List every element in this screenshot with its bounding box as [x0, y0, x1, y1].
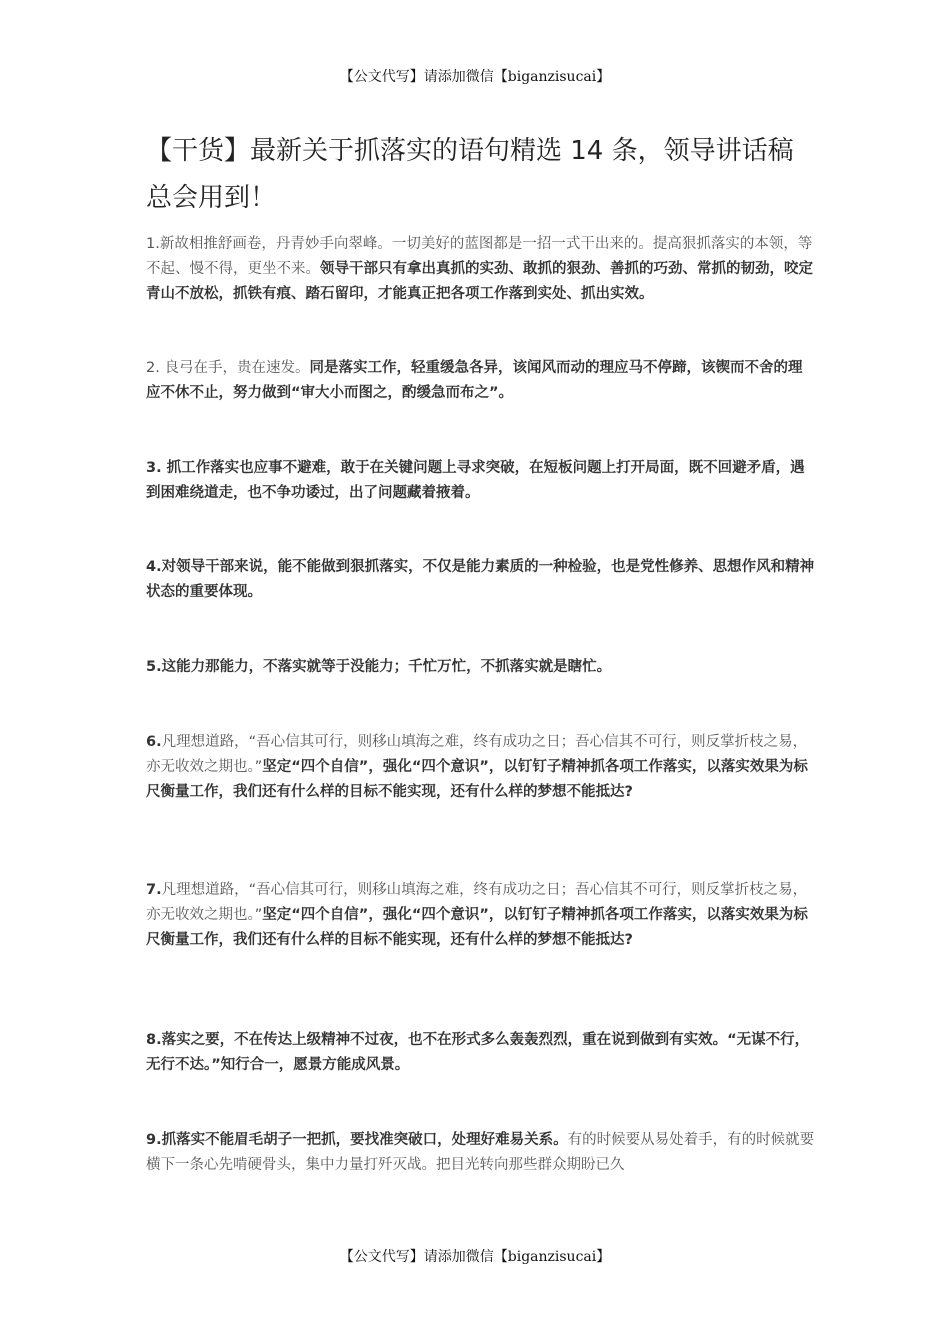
- paragraph-1-text: 1.新故相推舒画卷，丹青妙手向翠峰。一切美好的蓝图都是一招一式干出来的。提高狠抓落实的本领，等不起、慢不得，更坐不来。: [146, 236, 813, 277]
- paragraph-2-text: 2. 良弓在手，贵在速发。: [146, 360, 310, 376]
- paragraph-6: [146, 730, 816, 805]
- paragraph-4: [146, 555, 816, 605]
- paragraph-1: [146, 232, 816, 307]
- paragraph-6-text: 凡理想道路，“吾心信其可行，则移山填海之难，终有成功之日；吾心信其不可行，则反掌折枝之易，亦无收效之期也。”: [146, 734, 808, 775]
- paragraph-2-bold: 同是落实工作，轻重缓急各异，该闻风而动的理应马不停蹄，该锲而不舍的理应不休不止，努力做到“审大小而图之，酌缓急而布之”。: [146, 360, 803, 401]
- paragraph-7-number: 7.: [146, 882, 162, 898]
- paragraph-9-text: 有的时候要从易处着手，有的时候就要横下一条心先啃硬骨头，集中力量打歼灭战。把目光转向那些群众期盼已久: [146, 1132, 815, 1173]
- paragraph-8: [146, 1028, 816, 1078]
- article-title: 【干货】最新关于抓落实的语句精选 14 条，领导讲话稿总会用到！: [146, 136, 794, 213]
- paragraph-8-bold: 8.落实之要，不在传达上级精神不过夜，也不在形式多么轰轰烈烈，重在说到做到有实效。“无谋不行，无行不达。”知行合一，愿景方能成风景。: [146, 1032, 810, 1073]
- paragraph-3-bold: 3. 抓工作落实也应事不避难，敢于在关键问题上寻求突破，在短板问题上打开局面，既不回避矛盾，遇到困难绕道走，也不争功诿过，出了问题藏着掖着。: [146, 460, 805, 501]
- paragraph-4-bold: 4.对领导干部来说，能不能做到狠抓落实，不仅是能力素质的一种检验，也是党性修养、思想作风和精神状态的重要体现。: [146, 559, 815, 600]
- paragraph-2: [146, 356, 816, 406]
- paragraph-7: [146, 878, 816, 953]
- paragraph-5: [146, 655, 816, 680]
- page-header: 【公文代写】请添加微信【biganzisucai】: [339, 69, 611, 85]
- paragraph-6-bold: 坚定“四个自信”，强化“四个意识”，以钉钉子精神抓各项工作落实，以落实效果为标尺衡量工作，我们还有什么样的目标不能实现，还有什么样的梦想不能抵达?: [146, 759, 808, 800]
- paragraph-9-bold: 9.抓落实不能眉毛胡子一把抓，要找准突破口，处理好难易关系。: [146, 1132, 568, 1148]
- paragraph-6-number: 6.: [146, 734, 162, 750]
- page-footer: 【公文代写】请添加微信【biganzisucai】: [339, 1249, 611, 1265]
- paragraph-7-text: 凡理想道路，“吾心信其可行，则移山填海之难，终有成功之日；吾心信其不可行，则反掌折枝之易，亦无收效之期也。”: [146, 882, 808, 923]
- paragraph-1-bold: 领导干部只有拿出真抓的实劲、敢抓的狠劲、善抓的巧劲、常抓的韧劲，咬定青山不放松，抓铁有痕、踏石留印，才能真正把各项工作落到实处、抓出实效。: [146, 261, 813, 302]
- paragraph-3: [146, 456, 816, 506]
- paragraph-7-bold: 坚定“四个自信”，强化“四个意识”，以钉钉子精神抓各项工作落实，以落实效果为标尺衡量工作，我们还有什么样的目标不能实现，还有什么样的梦想不能抵达?: [146, 907, 808, 948]
- paragraph-5-bold: 5.这能力那能力，不落实就等于没能力；千忙万忙，不抓落实就是瞎忙。: [146, 659, 612, 675]
- paragraph-9: [146, 1128, 816, 1178]
